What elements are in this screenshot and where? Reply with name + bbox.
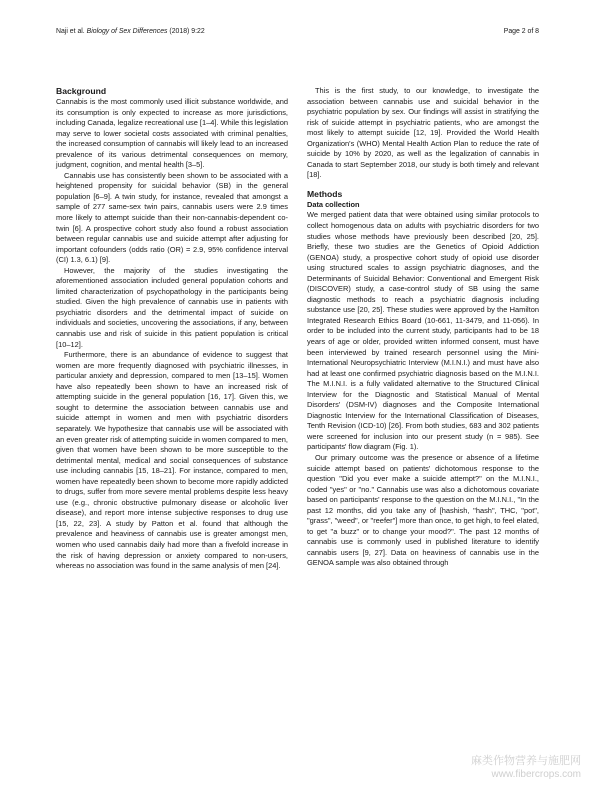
right-column (307, 86, 539, 569)
watermark (421, 755, 581, 781)
running-header (56, 28, 539, 40)
methods-paragraph-1: We merged patient data that were obtained using similar protocols to collect homogenous data on adults with psychiatric disorders for two studies whose methods have previously been described [20, 25]. Briefly, these two studies are the Genetics of Opioid Addiction (GENOA) study, a prospective cohort study of opioid use disorder using structured scales to assign psychiatric diagnoses, and the Determinants of Suicidal Behavior: Conventional and Emergent Risk (DISCOVER) study, a case-control study of SB using the same diagnostic methods to reach a psychiatric diagnosis including substance use [20, 25]. These studies were approved by the Hamilton Integrated Research Ethics Board (10-661, 11-3479, and 11-056). In order to be included into the current study, participants had to be 18 years of age or older, provided written informed consent, must have been interviewed by trained research personnel using the Mini-International Neuropsychiatric Interview (M.I.N.I.) and must have also had at least one confirmed psychiatric diagnosis based on the M.I.N.I. The M.I.N.I. is a fully validated alternative to the Structured Clinical Interview for the Diagnostic and Statistical Manual of Mental Disorders' (DSM-IV) diagnoses and the Composite International Diagnostic Interview for the International Classification of Diseases, Tenth Revision (ICD-10) [26]. From both studies, 683 and 302 patients were screened for inclusion into our present study (n = 985). See participants' flow diagram (Fig. 1). (307, 210, 539, 452)
intro-paragraph: This is the first study, to our knowledge, to investigate the association between cannabis use and suicidal behavior in the psychiatric population by sex. Our findings will assist in stratifying the risk of suicide attempt in psychiatric patients, who are amongst the most likely to attempt suicide [12, 19]. Provided the World Health Organization's (WHO) Mental Health Action Plan to reduce the rate of suicide by 10% by 2020, as well as the legalization of cannabis in Canada to start September 2018, our study is both timely and relevant [18]. (307, 86, 539, 180)
journal-year-volume: (2018) 9:22 (169, 28, 205, 35)
methods-paragraph-2: Our primary outcome was the presence or absence of a lifetime suicide attempt based on patients' dichotomous response to the question "Did you ever make a suicide attempt?" on the M.I.N.I., coded "yes" or "no." Cannabis use was also a dichotomous covariate based on participants' response to the question on the M.I.N.I., "In the past 12 months, did you take any of [hashish, "hash", THC, "pot", "grass", "weed", or "reefer"] more than once, to get high, to feel elated, to get "a buzz" or to change your mood?". The past 12 months of cannabis use is commonly used in published literature to identify cannabis users [9, 27]. Data on heaviness of cannabis use in the GENOA sample was also obtained through (307, 453, 539, 568)
background-paragraph-1: Cannabis is the most commonly used illicit substance worldwide, and its consumption is only expected to increase as more jurisdictions, including Canada, legalize recreational use [1–4]. While this legislation may serve to lower societal costs associated with criminal penalties, the increased consumption of cannabis will likely lead to an increased prevalence of its various detrimental consequences on memory, judgment, cognition, and mental health [3–5]. (56, 97, 288, 170)
left-column (56, 86, 288, 572)
journal-citation (56, 28, 205, 35)
background-paragraph-2: Cannabis use has consistently been shown to be associated with a heightened propensity for suicidal behavior (SB) in the general population [6–9]. A twin study, for instance, revealed that amongst a sample of 277 same-sex twin pairs, cannabis users were 2.9 times more likely to attempt suicide than their non-cannabis-dependent co-twin [6]. A prospective cohort study also found a robust association between regular cannabis use and suicide attempt after adjusting for important cofounders (odds ratio (OR) = 2.9, 95% confidence interval (CI) 1.3, 6.1) [9]. (56, 170, 288, 265)
background-paragraph-4: Furthermore, there is an abundance of evidence to suggest that women are more frequently diagnosed with psychiatric illnesses, in particular anxiety and depression, compared to men [13–15]. Women have also repeatedly been shown to have an increased risk of attempting suicide in the general population [16, 17]. Given this, we sought to determine the association between cannabis use and suicide attempt in women and men with psychiatric disorders separately. We hypothesize that cannabis use will be associated with an even greater risk of attempting suicide in women compared to men, given that women have been shown to be more susceptible to the detrimental mental, medical and social consequences of substance use including cannabis [15, 18–21]. For instance, compared to men, women have repeatedly been shown to become more rapidly addicted to drugs, suffer from more severe mental problems despite less heavy use (e.g., chronic obstructive pulmonary disease or alcoholic liver disease), and report more intense subjective responses to drug use [15, 22, 23]. A study by Patton et al. found that although the prevalence and heaviness of cannabis use is greater amongst men, women who used cannabis daily had more than a fivefold increase in the risk of having depression or anxiety compared to non-users, whereas no association was found in the same analysis of men [24]. (56, 350, 288, 571)
watermark-line-2: www.fibercrops.com (491, 769, 581, 780)
watermark-line-1: 麻类作物营养与施肥网 (471, 755, 581, 767)
journal-name: Biology of Sex Differences (86, 28, 168, 35)
methods-heading: Methods (307, 188, 343, 199)
page-number: Page 2 of 8 (503, 28, 539, 35)
background-heading: Background (56, 86, 107, 96)
journal-authors: Naji et al. (56, 28, 85, 35)
data-collection-subheading: Data collection (307, 199, 360, 209)
background-paragraph-3: However, the majority of the studies investigating the aforementioned association included general population cohorts and limited characterization of psychopathology in the participants being studied. Given the high prevalence of cannabis use in patients with psychiatric disorders and the detrimental impact of suicide on individuals and societies, uncovering the associations, if any, between cannabis use and risk of suicide in this patient population is critical [10–12]. (56, 265, 288, 349)
